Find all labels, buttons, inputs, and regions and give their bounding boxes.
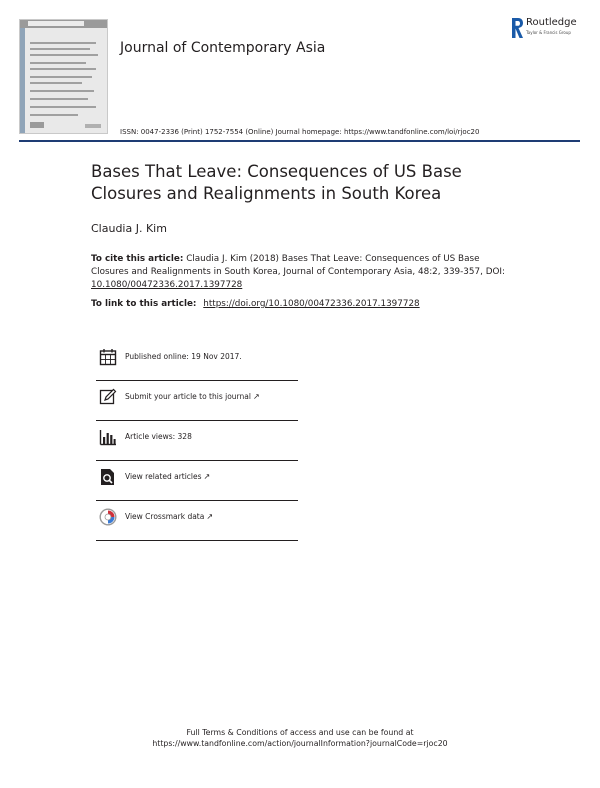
cite-label: To cite this article: [91,254,184,264]
publisher-tagline: Taylor & Francis Group [526,30,571,35]
article-views-text: Article views: 328 [125,432,192,441]
issn-text: ISSN: 0047-2336 (Print) 1752-7554 (Online) Journal homepage: [120,128,342,136]
article-title: Bases That Leave: Consequences of US Base Closures and Realignments in South Korea [91,162,462,203]
external-link-icon: ↗ [203,472,211,481]
journal-homepage-link[interactable]: https://www.tandfonline.com/loi/rjoc20 [343,128,480,136]
submit-article-link[interactable] [125,392,260,401]
article-views-row [96,421,298,461]
cover-text-line [30,114,78,116]
search-document-icon [99,468,117,486]
footer-terms-text: Full Terms & Conditions of access and use can be found at [186,728,414,737]
related-articles-link[interactable] [125,472,210,481]
cover-title-text [28,21,84,26]
cover-side-strip [20,28,25,134]
article-info-list [96,341,298,541]
article-link[interactable]: https://doi.org/10.1080/00472336.2017.1397728 [203,299,420,309]
link-block [91,299,511,309]
cite-text: Claudia J. Kim (2018) Bases That Leave: Consequences of US Base Closures and Realignments in South Korea, Journal of Contemporary Asia, 48:2, 339-357, DOI: [91,254,505,277]
related-articles-label: View related articles [125,472,202,481]
cover-text-line [30,76,92,78]
related-articles-row[interactable] [96,461,298,501]
crossmark-link[interactable] [125,512,213,521]
cover-publisher-logo [30,122,44,128]
journal-title: Journal of Contemporary Asia [120,40,326,56]
cover-text-line [30,62,86,64]
issn-line [120,128,479,136]
pencil-icon [99,388,117,406]
header-rule [19,140,580,142]
cover-text-line [30,90,94,92]
crossmark-label: View Crossmark data [125,512,205,521]
link-label: To link to this article: [91,299,197,309]
bar-chart-icon [99,428,117,446]
citation-block [91,253,511,292]
journal-cover-thumbnail[interactable] [19,19,108,134]
published-date-text: Published online: 19 Nov 2017. [125,352,242,361]
cover-text-line [30,54,98,56]
routledge-logo[interactable] [510,17,590,41]
crossmark-row[interactable] [96,501,298,541]
submit-article-label: Submit your article to this journal [125,392,251,401]
cover-text-line [30,48,90,50]
publisher-name: Routledge [526,17,577,28]
footer [0,727,600,749]
published-row [96,341,298,381]
cover-text-line [30,68,96,70]
cover-text-line [30,106,96,108]
external-link-icon: ↗ [206,512,214,521]
cover-text-line [30,82,82,84]
routledge-logo-icon [510,17,524,39]
cover-text-line [30,98,88,100]
cover-barcode [85,124,101,128]
doi-link[interactable]: 10.1080/00472336.2017.1397728 [91,280,243,290]
submit-article-row[interactable] [96,381,298,421]
article-author: Claudia J. Kim [91,222,167,235]
footer-terms-link[interactable]: https://www.tandfonline.com/action/journalInformation?journalCode=rjoc20 [152,739,448,748]
crossmark-icon [99,508,117,526]
external-link-icon: ↗ [252,392,260,401]
calendar-icon [99,348,117,366]
cover-text-line [30,42,96,44]
